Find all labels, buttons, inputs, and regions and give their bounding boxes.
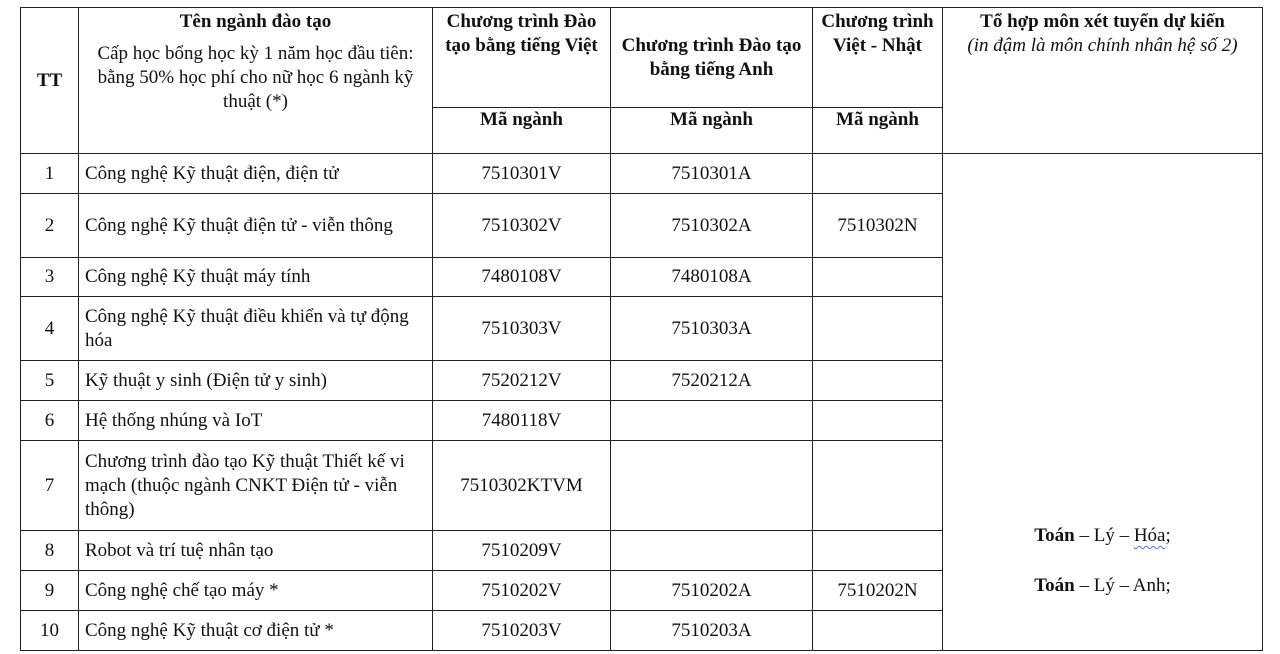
code-vn: 7510209V [433,531,611,571]
code-en [611,401,813,441]
code-jp [813,258,943,297]
program-name: Công nghệ Kỹ thuật điện tử - viễn thông [79,194,433,258]
code-jp [813,297,943,361]
code-vn: 7520212V [433,361,611,401]
code-en: 7510303A [611,297,813,361]
program-name: Kỹ thuật y sinh (Điện tử y sinh) [79,361,433,401]
combination-2-rest: – Lý – Anh; [1074,575,1171,596]
header-code-en: Mã ngành [611,108,813,154]
code-en: 7510203A [611,611,813,651]
code-jp [813,441,943,531]
code-en: 7510302A [611,194,813,258]
row-number: 1 [21,154,79,194]
header-code-vn: Mã ngành [433,108,611,154]
code-vn: 7510302KTVM [433,441,611,531]
code-jp: 7510202N [813,571,943,611]
code-jp [813,531,943,571]
code-vn: 7480118V [433,401,611,441]
header-name-title: Tên ngành đào tạo [179,11,332,32]
code-en: 7480108A [611,258,813,297]
combination-1-third: Hóa [1133,525,1166,546]
admissions-table-container [20,7,1263,651]
header-tt: TT [21,8,79,154]
code-jp [813,154,943,194]
header-jp-program: Chương trình Việt - Nhật [813,8,943,108]
code-vn: 7510202V [433,571,611,611]
program-name: Công nghệ chế tạo máy * [79,571,433,611]
header-code-jp: Mã ngành [813,108,943,154]
header-vn-program: Chương trình Đào tạo bằng tiếng Việt [433,8,611,108]
header-en-program: Chương trình Đào tạo bằng tiếng Anh [611,8,813,108]
program-name: Công nghệ Kỹ thuật điện, điện tử [79,154,433,194]
combination-1-end: ; [1165,525,1171,546]
code-en: 7510202A [611,571,813,611]
code-en: 7520212A [611,361,813,401]
program-name: Robot và trí tuệ nhân tạo [79,531,433,571]
row-number: 5 [21,361,79,401]
row-number: 2 [21,194,79,258]
code-jp [813,401,943,441]
code-vn: 7510303V [433,297,611,361]
combination-2 [943,574,1262,598]
combination-1 [943,524,1262,548]
row-number: 7 [21,441,79,531]
program-name: Công nghệ Kỹ thuật điều khiển và tự động hóa [79,297,433,361]
header-program-name [79,8,433,154]
header-comb-subtitle: (in đậm là môn chính nhân hệ số 2) [967,35,1238,56]
header-row-1 [21,8,1263,108]
code-en: 7510301A [611,154,813,194]
program-name: Hệ thống nhúng và IoT [79,401,433,441]
code-vn: 7510302V [433,194,611,258]
admissions-table [20,7,1263,651]
combinations-cell [943,154,1263,651]
row-number: 8 [21,531,79,571]
combination-1-rest: – Lý – [1074,525,1134,546]
code-vn: 7510203V [433,611,611,651]
code-en [611,441,813,531]
row-number: 4 [21,297,79,361]
header-combinations [943,8,1263,154]
code-jp [813,361,943,401]
code-vn: 7480108V [433,258,611,297]
code-jp: 7510302N [813,194,943,258]
code-vn: 7510301V [433,154,611,194]
table-row [21,154,1263,194]
combination-1-main: Toán [1034,525,1075,546]
header-name-subtitle: Cấp học bổng học kỳ 1 năm học đầu tiên: bằng 50% học phí cho nữ học 6 ngành kỹ thuật (*) [97,43,414,112]
code-en [611,531,813,571]
combination-2-main: Toán [1034,575,1075,596]
header-comb-title: Tổ hợp môn xét tuyển dự kiến [980,11,1225,32]
code-jp [813,611,943,651]
row-number: 3 [21,258,79,297]
row-number: 9 [21,571,79,611]
program-name: Công nghệ Kỹ thuật máy tính [79,258,433,297]
program-name: Công nghệ Kỹ thuật cơ điện tử * [79,611,433,651]
program-name: Chương trình đào tạo Kỹ thuật Thiết kế vi mạch (thuộc ngành CNKT Điện tử - viễn thông) [79,441,433,531]
row-number: 6 [21,401,79,441]
row-number: 10 [21,611,79,651]
